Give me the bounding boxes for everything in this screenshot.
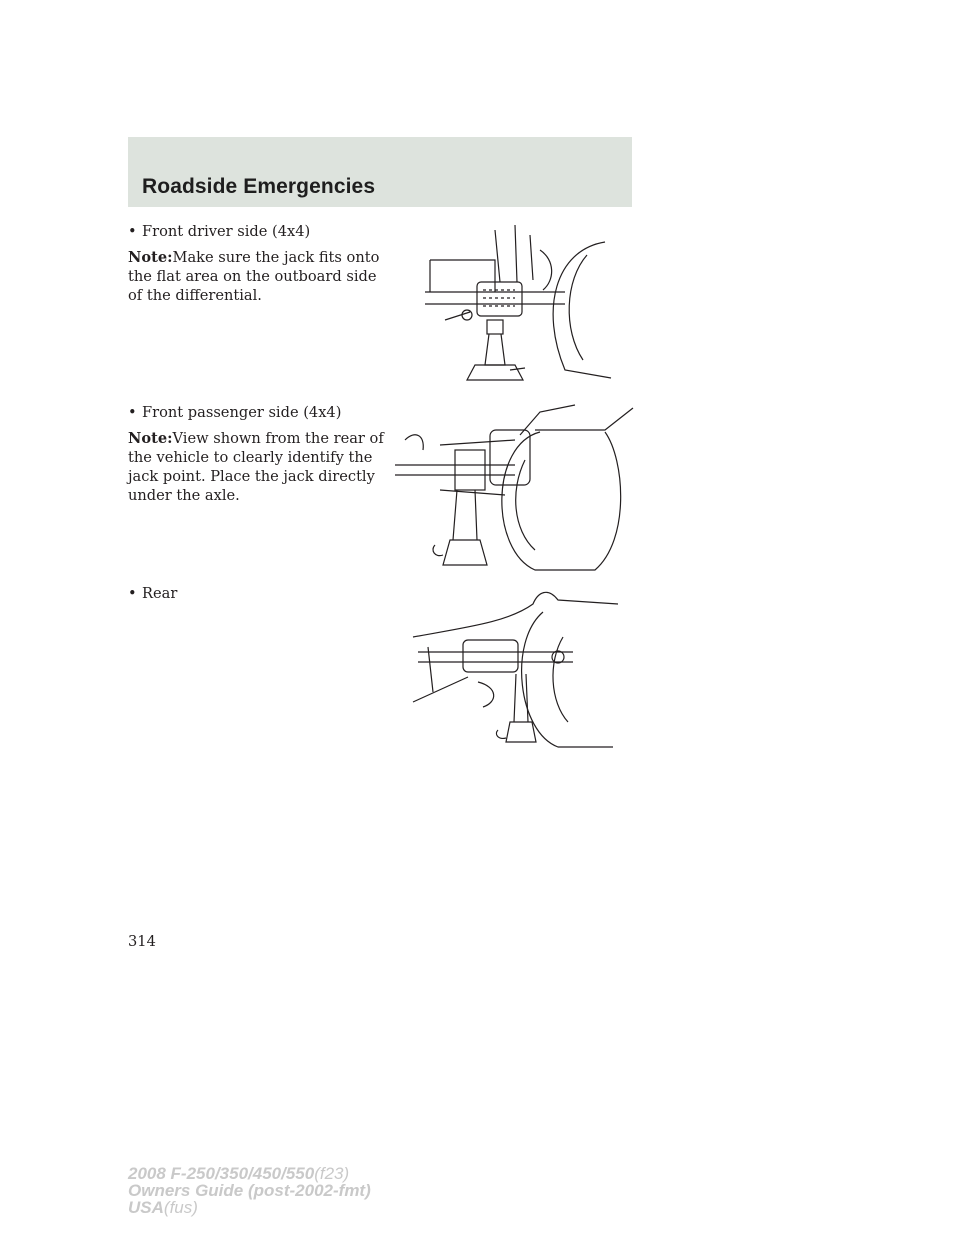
footer-market-code: (fus) — [163, 1198, 198, 1217]
footer-market: USA — [128, 1198, 164, 1217]
footer-guide-type: Owners Guide (post-2002-fmt) — [128, 1181, 371, 1200]
bullet-text: Front passenger side (4x4) — [142, 404, 342, 421]
bullet-item — [128, 222, 390, 241]
bullet-icon: • — [128, 585, 137, 602]
bullet-icon: • — [128, 223, 137, 240]
note-text: View shown from the rear of the vehicle to clearly identify the jack point. Place the jack directly under the axle. — [128, 430, 384, 504]
page-number: 314 — [128, 933, 156, 950]
section-front-passenger — [128, 403, 390, 505]
section-front-driver — [128, 222, 390, 305]
bullet-icon: • — [128, 404, 137, 421]
bullet-text: Front driver side (4x4) — [142, 223, 311, 240]
note-label: Note: — [128, 249, 173, 266]
document-footer — [128, 1165, 371, 1216]
bullet-item — [128, 403, 390, 422]
footer-line-3 — [128, 1199, 371, 1216]
bullet-text: Rear — [142, 585, 178, 602]
note-paragraph — [128, 248, 390, 305]
section-header-band — [128, 137, 632, 207]
jack-front-passenger-illustration — [395, 400, 635, 580]
jack-front-driver-illustration — [415, 220, 615, 385]
footer-model: 2008 F-250/350/450/550 — [128, 1164, 315, 1183]
footer-line-2 — [128, 1182, 371, 1199]
jack-rear-illustration — [408, 582, 626, 750]
note-paragraph — [128, 429, 390, 505]
note-label: Note: — [128, 430, 173, 447]
footer-model-code: (f23) — [314, 1164, 350, 1183]
note-text: Make sure the jack fits onto the flat area on the outboard side of the differential. — [128, 249, 380, 304]
page-title: Roadside Emergencies — [142, 175, 376, 198]
footer-line-1 — [128, 1165, 371, 1182]
bullet-item — [128, 584, 390, 603]
section-rear — [128, 584, 390, 610]
